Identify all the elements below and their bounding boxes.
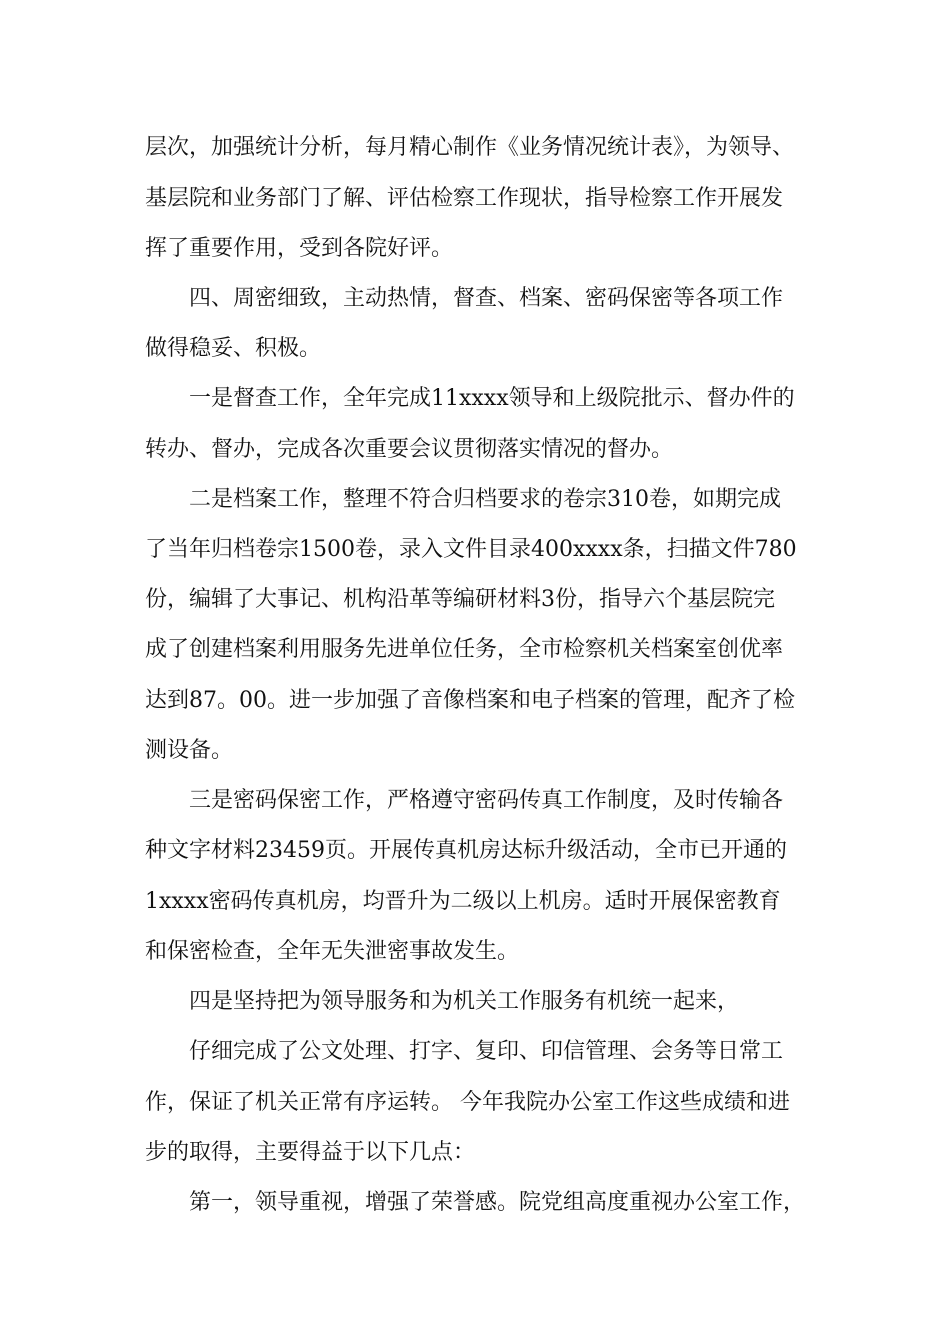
paragraph-first-line: 三是密码保密工作，严格遵守密码传真工作制度，及时传输各: [189, 788, 784, 813]
paragraph-first-line: 仔细完成了公文处理、打字、复印、印信管理、会务等日常工: [189, 1039, 784, 1064]
text-line: 基层院和业务部门了解、评估检察工作现状，指导检察工作开展发: [145, 186, 784, 211]
text-line: 了当年归档卷宗1500卷，录入文件目录400xxxx条，扫描文件780: [145, 537, 797, 562]
paragraph-first-line: 二是档案工作，整理不符合归档要求的卷宗310卷，如期完成: [189, 487, 781, 512]
text-line: 转办、督办，完成各次重要会议贯彻落实情况的督办。: [145, 437, 674, 462]
text-line: 层次，加强统计分析，每月精心制作《业务情况统计表》，为领导、: [145, 135, 795, 160]
text-line: 测设备。: [145, 738, 234, 763]
paragraph-first-line: 一是督查工作，全年完成11xxxx领导和上级院批示、督办件的: [189, 386, 795, 411]
text-line: 1xxxx密码传真机房，均晋升为二级以上机房。适时开展保密教育: [145, 889, 781, 914]
paragraph-first-line: 四、周密细致，主动热情，督查、档案、密码保密等各项工作: [189, 286, 784, 311]
text-line: 做得稳妥、积极。: [145, 336, 322, 361]
text-line: 作，保证了机关正常有序运转。 今年我院办公室工作这些成绩和进: [145, 1090, 790, 1115]
paragraph-first-line: 第一，领导重视，增强了荣誉感。院党组高度重视办公室工作，: [189, 1190, 806, 1215]
text-line: 达到87。00。进一步加强了音像档案和电子档案的管理，配齐了检: [145, 688, 795, 713]
text-line: 挥了重要作用，受到各院好评。: [145, 236, 454, 261]
text-line: 成了创建档案利用服务先进单位任务，全市检察机关档案室创优率: [145, 637, 784, 662]
text-line: 种文字材料23459页。开展传真机房达标升级活动，全市已开通的: [145, 838, 787, 863]
text-line: 份，编辑了大事记、机构沿革等编研材料3份，指导六个基层院完: [145, 587, 775, 612]
paragraph-first-line: 四是坚持把为领导服务和为机关工作服务有机统一起来，: [189, 989, 740, 1014]
text-line: 和保密检查，全年无失泄密事故发生。: [145, 939, 520, 964]
text-line: 步的取得，主要得益于以下几点：: [145, 1140, 476, 1165]
